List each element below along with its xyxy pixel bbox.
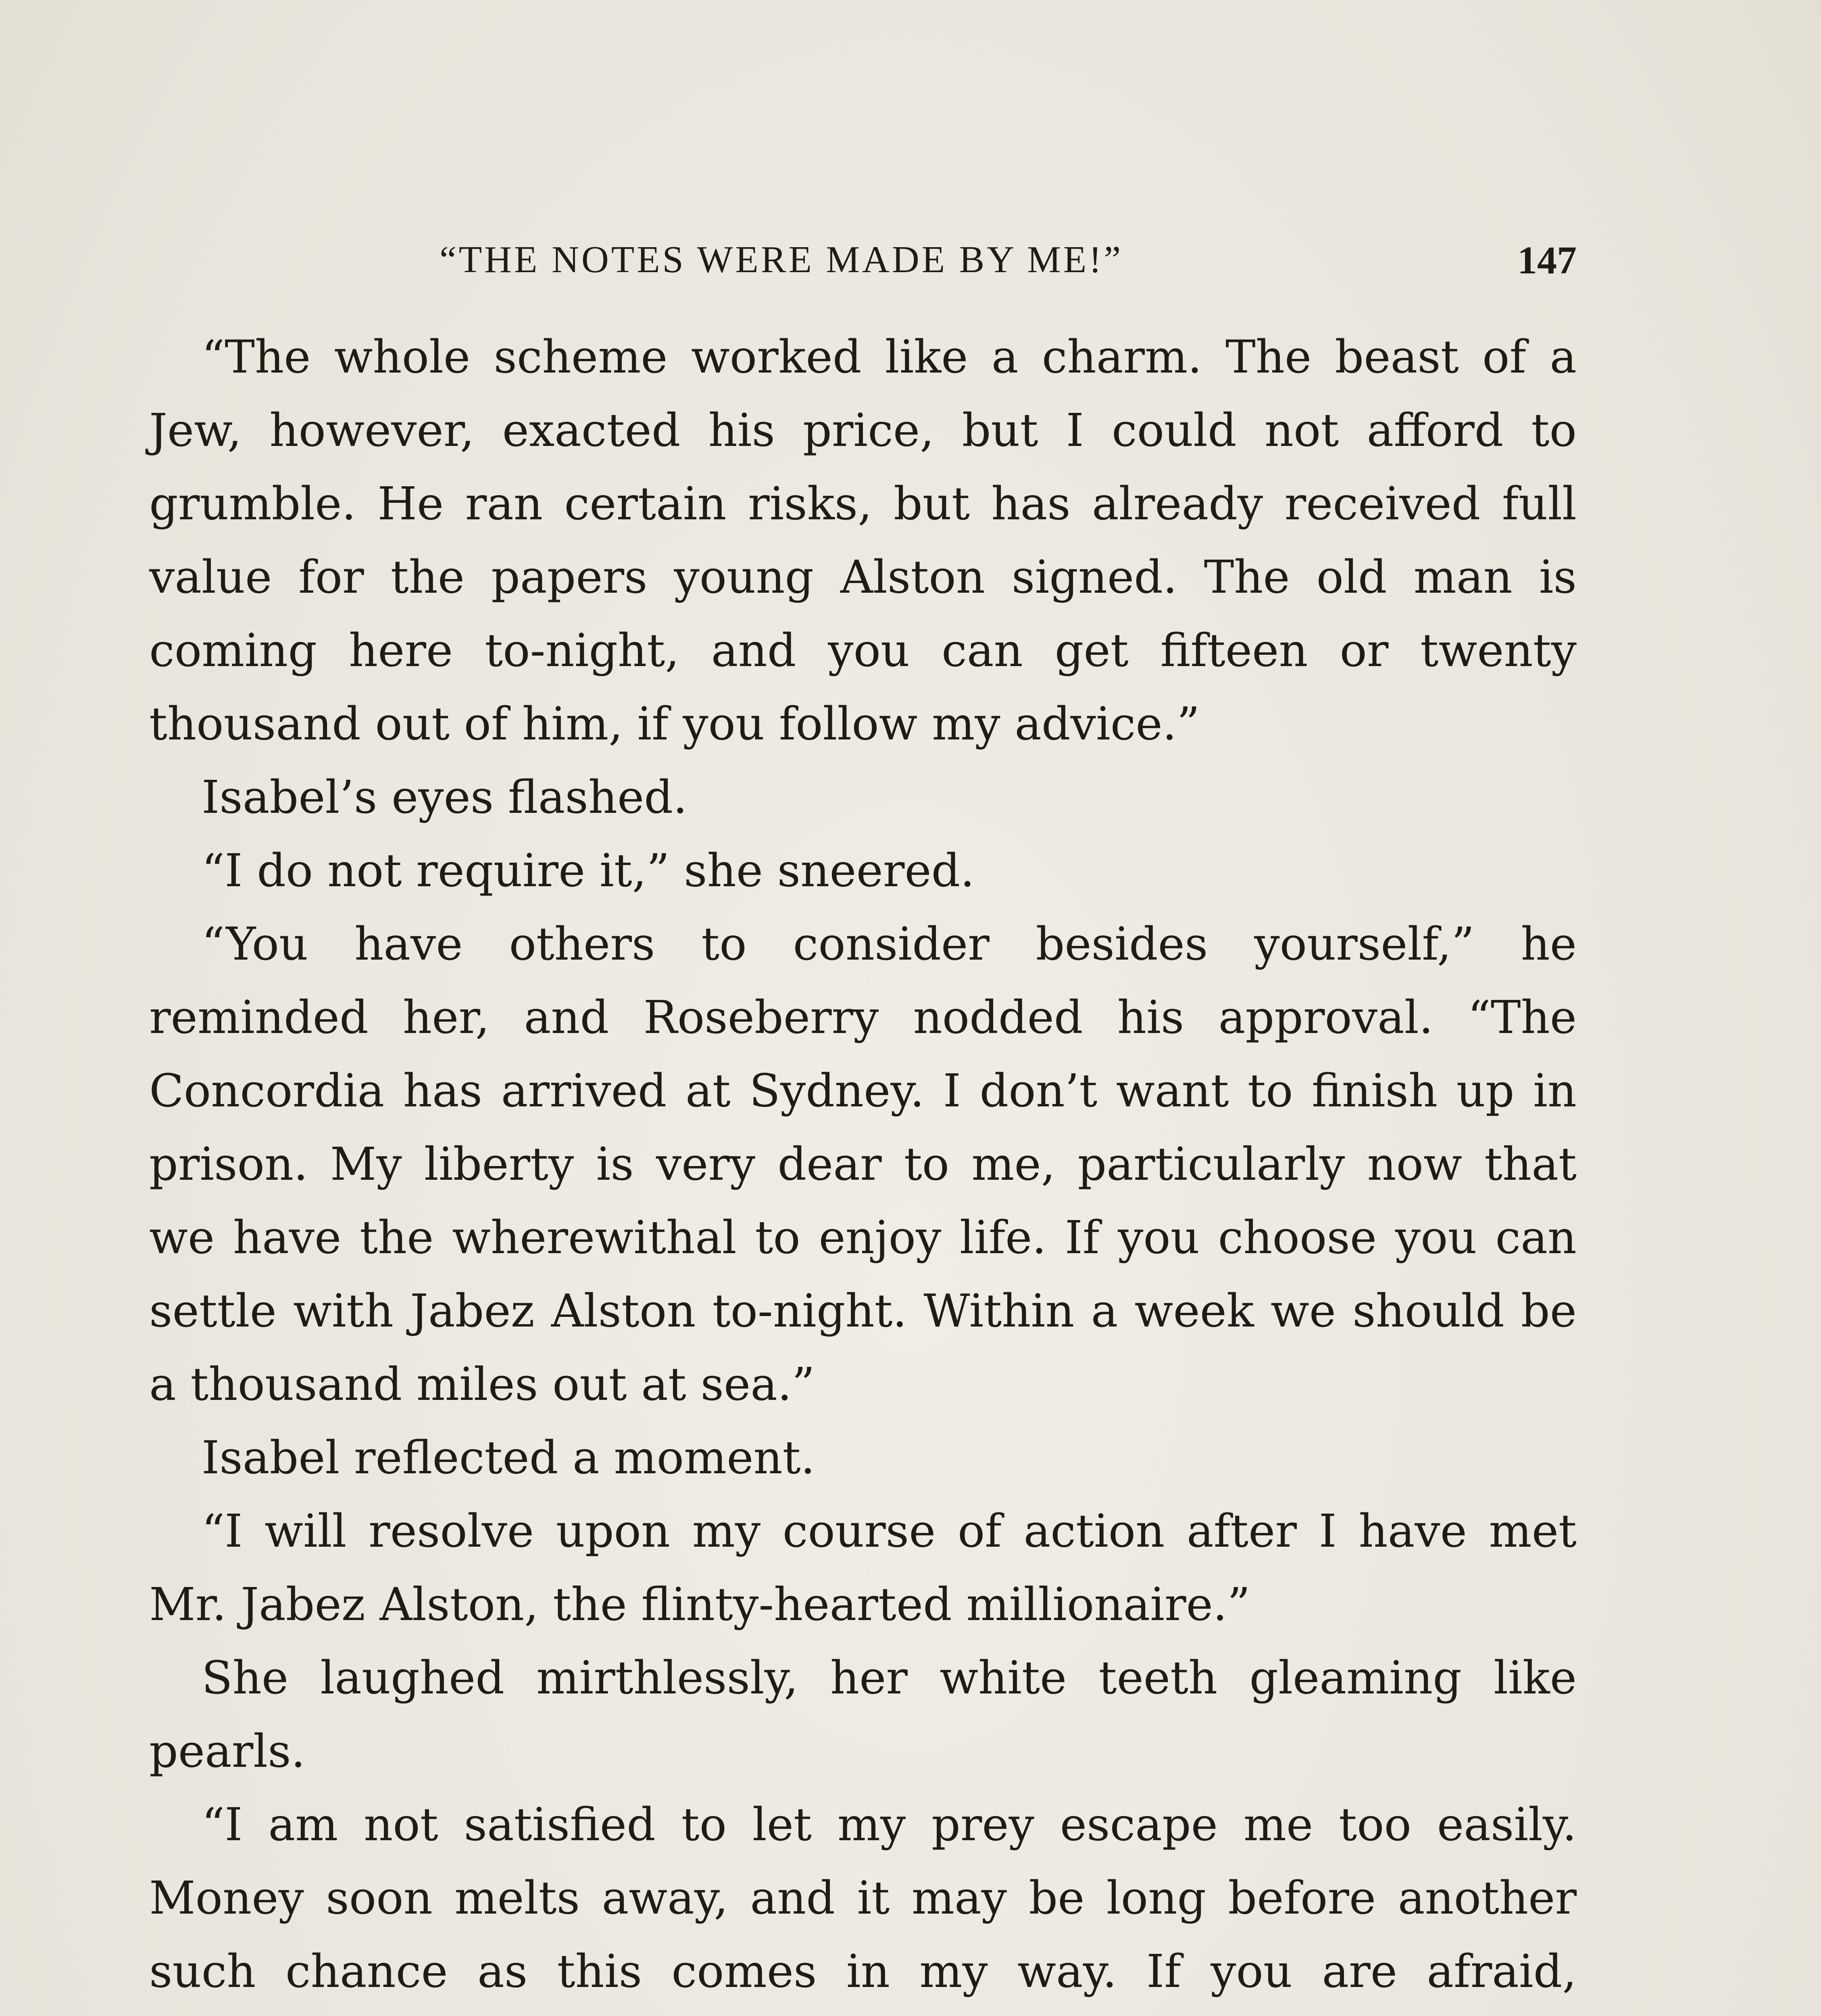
running-head (149, 234, 1577, 294)
paragraph: “You have others to consider besides yourself,” he reminded her, and Roseberry nodded his approval. “The Concordia has arrived at Sydney. I don’t want to finish up in prison. My liberty is very dear to me, particularly now that we have the wherewithal to enjoy life. If you choose you can settle with Jabez Alston to-night. Within a week we should be a thousand miles out at sea.” (149, 918, 1577, 1411)
running-title: “THE NOTES WERE MADE BY ME!” (440, 239, 1123, 281)
page-number: 147 (1517, 239, 1577, 282)
paragraph: “I am not satisfied to let my prey escape me too easily. Money soon melts away, and it may be long before another such chance as this comes in my way. If you are afraid, (149, 1799, 1577, 1998)
paragraph: “I will resolve upon my course of action after I have met Mr. Jabez Alston, the flinty-hearted millionaire.” (149, 1505, 1577, 1631)
paragraph: Isabel reflected a moment. (202, 1432, 815, 1484)
body-text (149, 321, 1577, 2016)
paragraph: She laughed mirthlessly, her white teeth gleaming like pearls. (149, 1652, 1577, 1778)
paragraph: Isabel’s eyes flashed. (202, 771, 688, 824)
paragraph: “The whole scheme worked like a charm. The beast of a Jew, however, exacted his price, but I could not afford to grumble. He ran certain risks, but has already received full value for the papers young Alston signed. The old man is coming here to-night, and you can get fifteen or twenty thousand out of him, if you follow my advice.” (149, 331, 1577, 750)
paragraph: “I do not require it,” she sneered. (202, 845, 975, 897)
